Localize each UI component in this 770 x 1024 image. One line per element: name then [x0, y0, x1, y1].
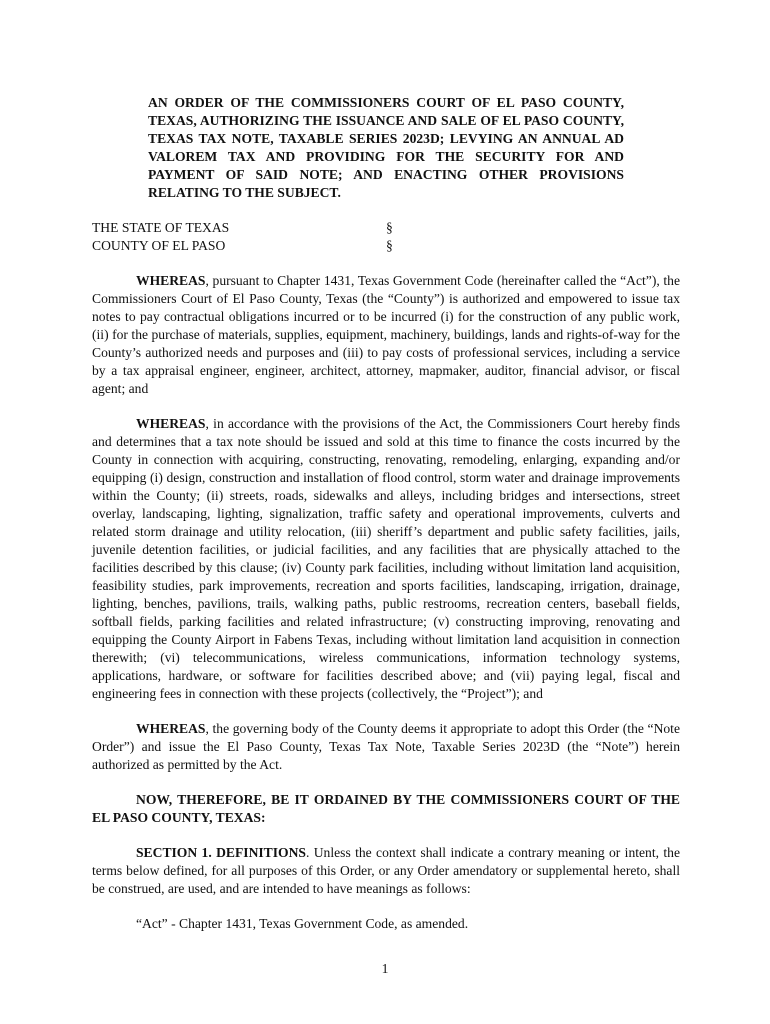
recital-paragraph [92, 272, 680, 398]
section-1-heading: SECTION 1. DEFINITIONS [136, 845, 306, 860]
section-symbol: § [386, 220, 393, 235]
recital-lead: WHEREAS [136, 273, 206, 288]
recital-lead: WHEREAS [136, 416, 206, 431]
page-number: 1 [381, 961, 389, 976]
state-label: THE STATE OF TEXAS [92, 220, 230, 235]
recital-text: , in accordance with the provisions of the Act, the Commissioners Court hereby finds and determines that a tax note should be issued and sold at this time to finance the costs incurred by the County in connection with acquiring, constructing, renovating, remodeling, enlarging, expanding and/or equipping (i) design, construction and installation of flood control, storm water and drainage improvements within the County; (ii) streets, roads, sidewalks and alleys, including bridges and intersections, street overlay, landscaping, lighting, signalization, traffic safety and operational improvements, culverts and related storm drainage and utility relocation, (iii) sheriff’s department and public safety facilities, jails, juvenile detention facilities, or judicial facilities, and any facilities that are physically attached to the facilities described by this clause; (iv) County park facilities, including without limitation land acquisition, feasibility studies, park improvements, recreation and sports facilities, landscaping, irrigation, drainage, lighting, benches, pavilions, trails, walking paths, public restrooms, recreation centers, baseball fields, softball fields, parking facilities and related infrastructure; (v) constructing improving, renovating and equipping the County Airport in Fabens Texas, including without limitation land acquisition in connection therewith; (vi) telecommunications, wireless communications, information technology systems, applications, hardware, or software for facilities described above; and (vii) paying legal, fiscal and engineering fees in connection with these projects (collectively, the “Project”); and [92, 416, 680, 701]
county-label: COUNTY OF EL PASO [92, 238, 226, 253]
section-1-paragraph [92, 844, 680, 898]
county-row [92, 237, 692, 255]
state-row [92, 219, 692, 237]
section-symbol: § [386, 238, 393, 253]
order-title: AN ORDER OF THE COMMISSIONERS COURT OF EL PASO COUNTY, TEXAS, AUTHORIZING THE ISSUANCE AND SALE OF EL PASO COUNTY, TEXAS TAX NOTE, TAXABLE SERIES 2023D; LEVYING AN ANNUAL AD VALOREM TAX AND PROVIDING FOR THE SECURITY FOR AND PAYMENT OF SAID NOTE; AND ENACTING OTHER PROVISIONS RELATING TO THE SUBJECT. [148, 95, 624, 200]
definition-act: “Act” - Chapter 1431, Texas Government Code, as amended. [136, 916, 469, 931]
jurisdiction-block [92, 219, 692, 255]
document-body [92, 272, 680, 933]
recital-paragraph [92, 720, 680, 774]
recital-paragraph [92, 415, 680, 703]
recital-text: , pursuant to Chapter 1431, Texas Government Code (hereinafter called the “Act”), the Commissioners Court of El Paso County, Texas (the “County”) is authorized and empowered to issue tax notes to pay contractual obligations incurred or to be incurred (i) for the construction of any public work, (ii) for the purchase of materials, supplies, equipment, machinery, buildings, lands and rights-of-way for the County’s authorized needs and purposes and (iii) to pay costs of professional services, including a service by a tax appraisal engineer, engineer, architect, attorney, mapmaker, auditor, financial advisor, or fiscal agent; and [92, 273, 680, 396]
recital-text: , the governing body of the County deems it appropriate to adopt this Order (the “Note Order”) and issue the El Paso County, Texas Tax Note, Taxable Series 2023D (the “Note”) herein authorized as permitted by the Act. [92, 721, 680, 772]
ordaining-clause: NOW, THEREFORE, BE IT ORDAINED BY THE COMMISSIONERS COURT OF THE EL PASO COUNTY, TEXAS: [92, 792, 680, 825]
section-1-text: . Unless the context shall indicate a contrary meaning or intent, the terms below defined, for all purposes of this Order, or any Order amendatory or supplemental hereto, shall be construed, are used, and are intended to have meanings as follows: [92, 845, 680, 896]
recital-lead: WHEREAS [136, 721, 206, 736]
